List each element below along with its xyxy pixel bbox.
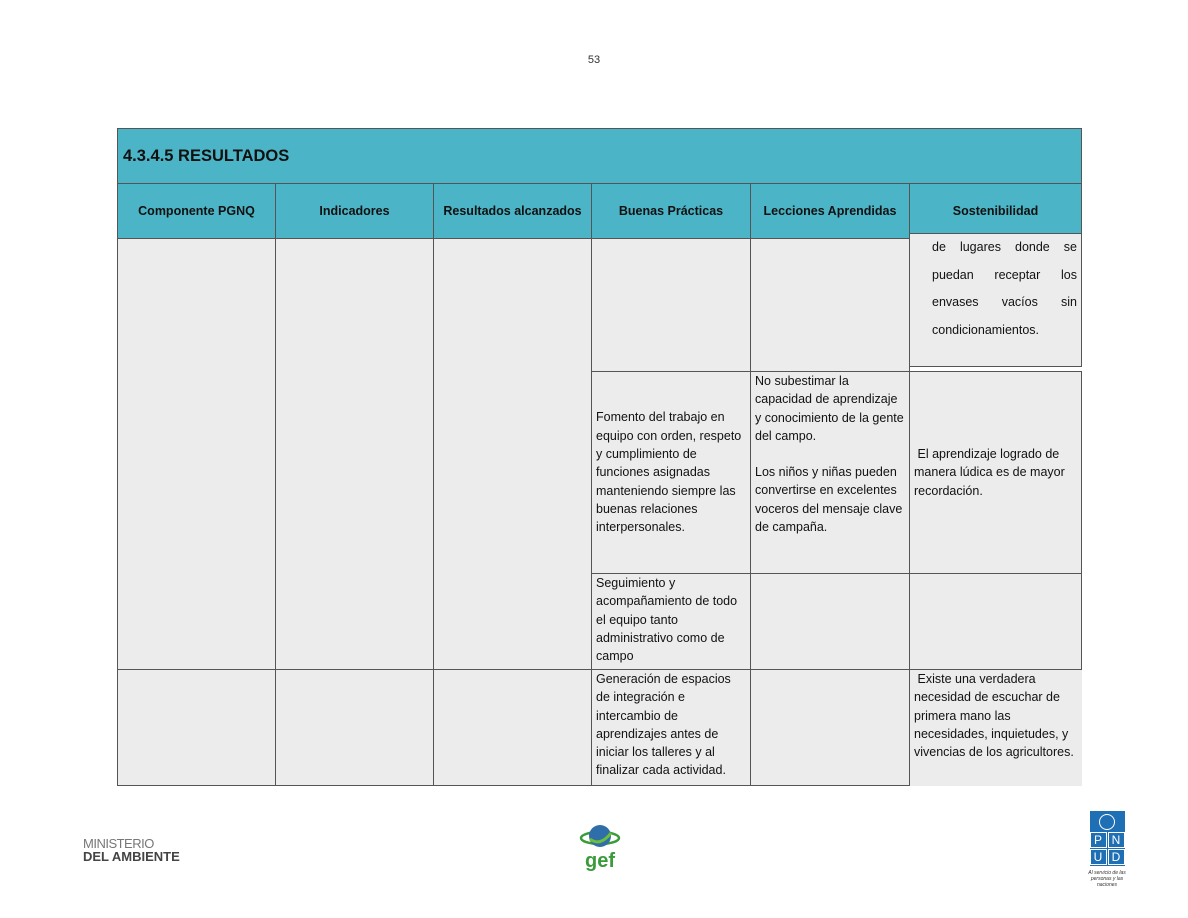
cell-buenas-practicas bbox=[591, 238, 751, 372]
header-sostenibilidad: Sostenibilidad bbox=[909, 183, 1082, 239]
cell-indicadores bbox=[275, 238, 434, 670]
cell-sostenibilidad: Existe una verdadera necesidad de escuchar de primera mano las necesidades, inquietudes, y vivencias de los agricultores. bbox=[909, 669, 1082, 786]
cell-lecciones bbox=[750, 371, 910, 574]
ministerio-logo bbox=[83, 836, 180, 864]
page-number: 53 bbox=[587, 54, 601, 66]
cell-lecciones bbox=[750, 238, 910, 372]
un-emblem-icon bbox=[1090, 811, 1125, 866]
cell-lecciones bbox=[750, 669, 910, 786]
cell-sostenibilidad bbox=[909, 371, 1082, 574]
header-indicadores: Indicadores bbox=[275, 183, 434, 239]
logo-tagline: Al servicio de las personas y las naciones bbox=[1088, 870, 1126, 888]
cell-indicadores bbox=[275, 669, 434, 786]
globe-icon bbox=[578, 823, 622, 851]
pnud-logo bbox=[1088, 811, 1126, 888]
logo-letter: D bbox=[1108, 849, 1125, 865]
cell-componente bbox=[117, 669, 276, 786]
logo-text: DEL AMBIENTE bbox=[83, 849, 180, 864]
cell-componente bbox=[117, 238, 276, 670]
logo-letter: U bbox=[1090, 849, 1107, 865]
cell-buenas-practicas: Generación de espacios de integración e intercambio de aprendizajes antes de iniciar los talleres y al finalizar cada actividad. bbox=[591, 669, 751, 786]
lesson-text: Los niños y niñas pueden convertirse en excelentes voceros del mensaje clave de campaña. bbox=[755, 465, 903, 535]
cell-buenas-practicas bbox=[591, 371, 751, 574]
cell-sostenibilidad: de lugares donde se puedan receptar los envases vacíos sin condicionamientos. bbox=[909, 233, 1082, 367]
logo-letter: N bbox=[1108, 832, 1125, 848]
header-lecciones: Lecciones Aprendidas bbox=[750, 183, 910, 239]
gef-logo bbox=[578, 823, 622, 873]
cell-lecciones bbox=[750, 573, 910, 670]
cell-sostenibilidad bbox=[909, 573, 1082, 670]
cell-text: El aprendizaje logrado de manera lúdica es de mayor recordación. bbox=[914, 447, 1069, 498]
logo-text: gef bbox=[585, 850, 615, 872]
header-componente: Componente PGNQ bbox=[117, 183, 276, 239]
cell-text: Fomento del trabajo en equipo con orden, respeto y cumplimiento de funciones asignadas manteniendo siempre las buenas relaciones interpersonales. bbox=[596, 410, 742, 535]
cell-buenas-practicas: Seguimiento y acompañamiento de todo el equipo tanto administrativo como de campo bbox=[591, 573, 751, 670]
cell-resultados bbox=[433, 669, 592, 786]
lesson-text: No subestimar la capacidad de aprendizaje y conocimiento de la gente del campo. bbox=[755, 374, 904, 443]
section-title: 4.3.4.5 RESULTADOS bbox=[117, 128, 1082, 184]
cell-resultados bbox=[433, 238, 592, 670]
logo-letter: P bbox=[1090, 832, 1107, 848]
header-buenas-practicas: Buenas Prácticas bbox=[591, 183, 751, 239]
logo-text: MINISTERIO bbox=[83, 836, 154, 851]
header-resultados: Resultados alcanzados bbox=[433, 183, 592, 239]
